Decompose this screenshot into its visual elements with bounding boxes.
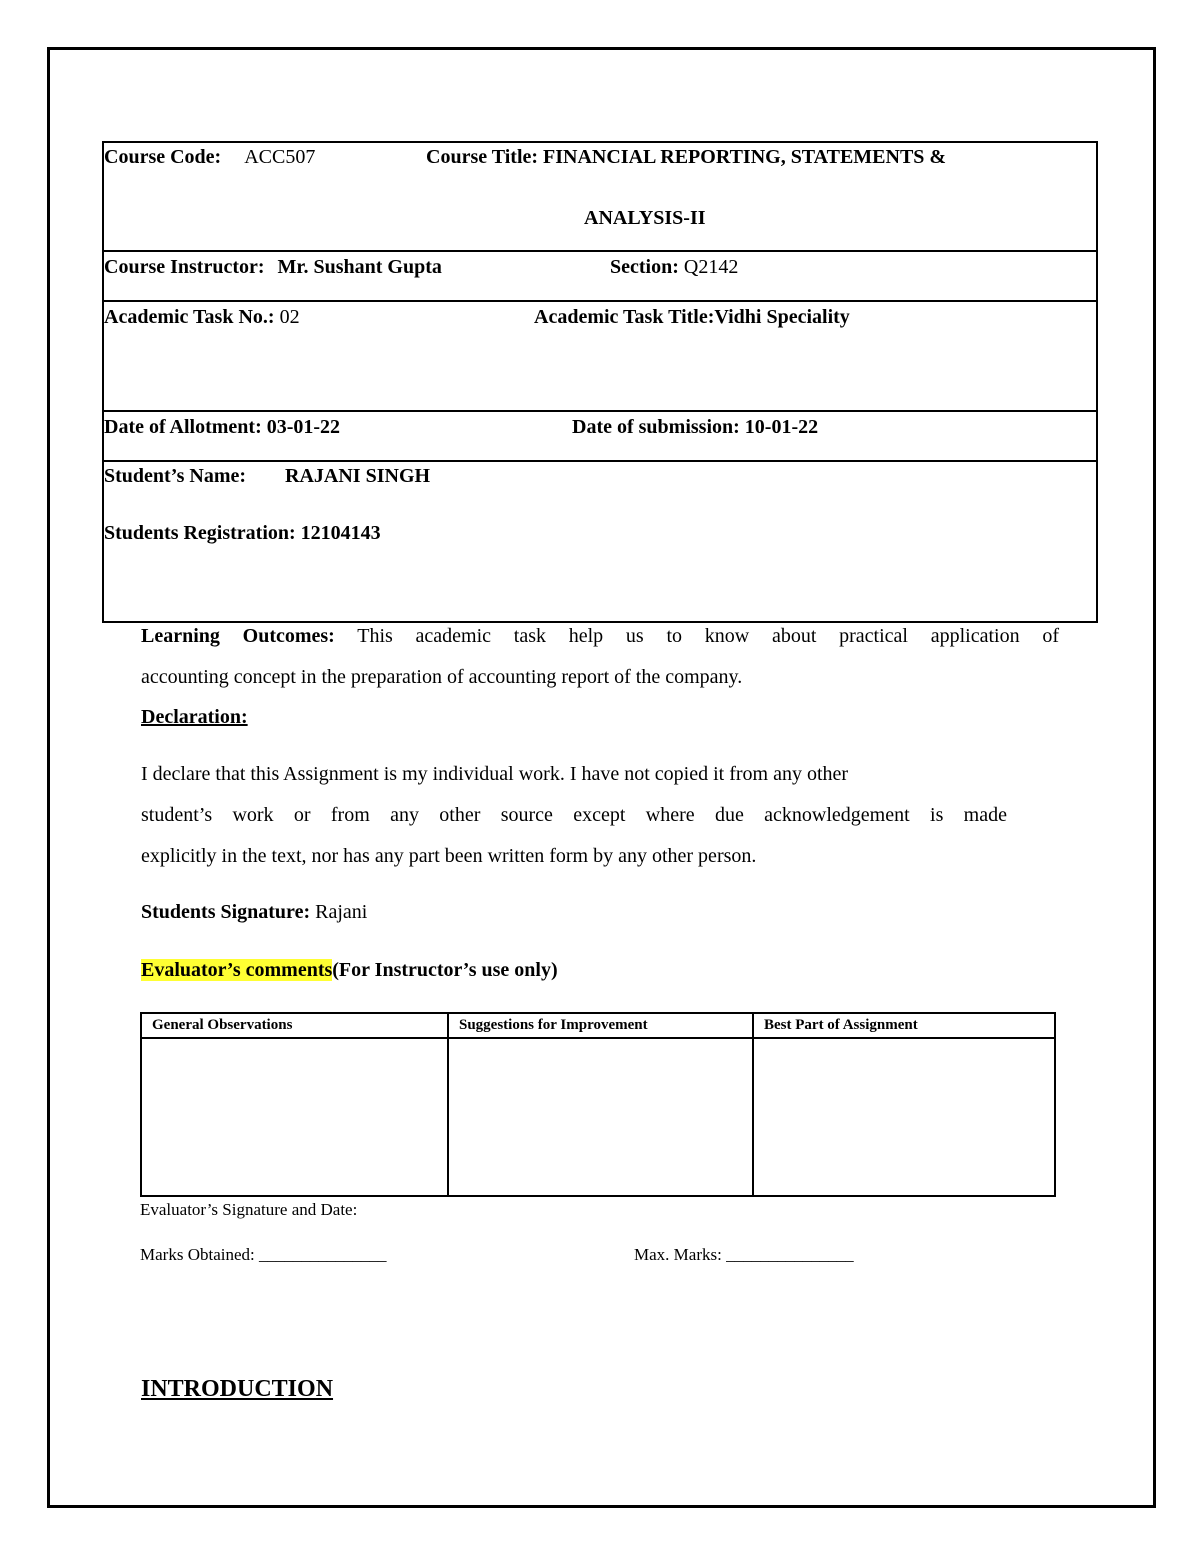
section-value: Q2142 — [683, 256, 739, 278]
evaluator-comments-highlight: Evaluator’s comments — [141, 959, 333, 981]
table-divider — [104, 460, 1096, 462]
instructor-row — [104, 256, 442, 279]
student-name-label: Student’s Name: — [104, 465, 247, 487]
signature-value: Rajani — [315, 901, 368, 923]
course-title-value-line1: FINANCIAL REPORTING, STATEMENTS & — [543, 146, 947, 168]
task-title-label: Academic Task Title: — [534, 306, 715, 328]
course-code-row — [104, 146, 315, 169]
eval-header-best-part: Best Part of Assignment — [764, 1017, 918, 1033]
signature-row — [141, 901, 367, 924]
introduction-heading: INTRODUCTION — [141, 1376, 334, 1402]
eval-column-divider — [447, 1014, 449, 1195]
task-no-value: 02 — [279, 306, 300, 328]
student-name-value: RAJANI SINGH — [285, 465, 431, 487]
task-title-value: Vidhi Speciality — [714, 306, 850, 328]
course-code-value: ACC507 — [244, 146, 316, 168]
max-marks-blank: _______________ — [726, 1245, 854, 1264]
learning-outcomes-label: Learning Outcomes: — [141, 625, 335, 647]
task-title-row — [534, 306, 850, 329]
submission-value: 10-01-22 — [744, 416, 819, 438]
max-marks-label: Max. Marks: — [634, 1245, 722, 1264]
marks-obtained-blank: _______________ — [258, 1245, 387, 1264]
signature-label: Students Signature: — [141, 901, 311, 923]
marks-obtained-label: Marks Obtained: — [140, 1245, 255, 1264]
table-divider — [104, 300, 1096, 302]
declaration-line1: I declare that this Assignment is my individual work. I have not copied it from any other — [141, 763, 849, 785]
max-marks-row — [634, 1245, 854, 1265]
submission-row — [572, 416, 818, 439]
student-name-row — [104, 465, 430, 488]
registration-label: Students Registration: — [104, 522, 296, 544]
declaration-line2: student’s work or from any other source except where due acknowledgement is made — [141, 804, 1007, 826]
evaluator-signature-date: Evaluator’s Signature and Date: — [140, 1200, 358, 1219]
allotment-value: 03-01-22 — [266, 416, 341, 438]
course-title-value-line2: ANALYSIS-II — [584, 207, 706, 229]
evaluator-table — [140, 1012, 1056, 1197]
task-no-row — [104, 306, 300, 329]
submission-label: Date of submission: — [572, 416, 740, 438]
eval-column-divider — [752, 1014, 754, 1195]
eval-header-general-observations: General Observations — [152, 1017, 293, 1033]
section-label: Section: — [610, 256, 679, 278]
evaluator-comments-note: (For Instructor’s use only) — [332, 959, 558, 981]
table-divider — [104, 250, 1096, 252]
evaluator-comments-heading — [141, 959, 558, 982]
registration-value: 12104143 — [300, 522, 381, 544]
allotment-row — [104, 416, 340, 439]
declaration-heading: Declaration: — [141, 706, 248, 728]
eval-header-divider — [142, 1037, 1054, 1039]
section-row — [610, 256, 738, 279]
declaration-line3: explicitly in the text, nor has any part been written form by any other person. — [141, 845, 757, 867]
instructor-label: Course Instructor: — [104, 256, 265, 278]
learning-outcomes — [141, 616, 1059, 698]
learning-outcomes-line2: accounting concept in the preparation of accounting report of the company. — [141, 666, 743, 688]
marks-obtained-row — [140, 1245, 386, 1265]
instructor-value: Mr. Sushant Gupta — [277, 256, 442, 278]
registration-row — [104, 522, 381, 545]
course-title-label: Course Title: — [426, 146, 539, 168]
table-divider — [104, 410, 1096, 412]
allotment-label: Date of Allotment: — [104, 416, 262, 438]
course-title-row — [426, 146, 946, 169]
course-code-label: Course Code: — [104, 146, 222, 168]
task-no-label: Academic Task No.: — [104, 306, 275, 328]
learning-outcomes-line1: Learning Outcomes: This academic task help us to know about practical application of — [141, 625, 1059, 647]
eval-header-suggestions: Suggestions for Improvement — [459, 1017, 648, 1033]
declaration-text — [141, 754, 1007, 877]
